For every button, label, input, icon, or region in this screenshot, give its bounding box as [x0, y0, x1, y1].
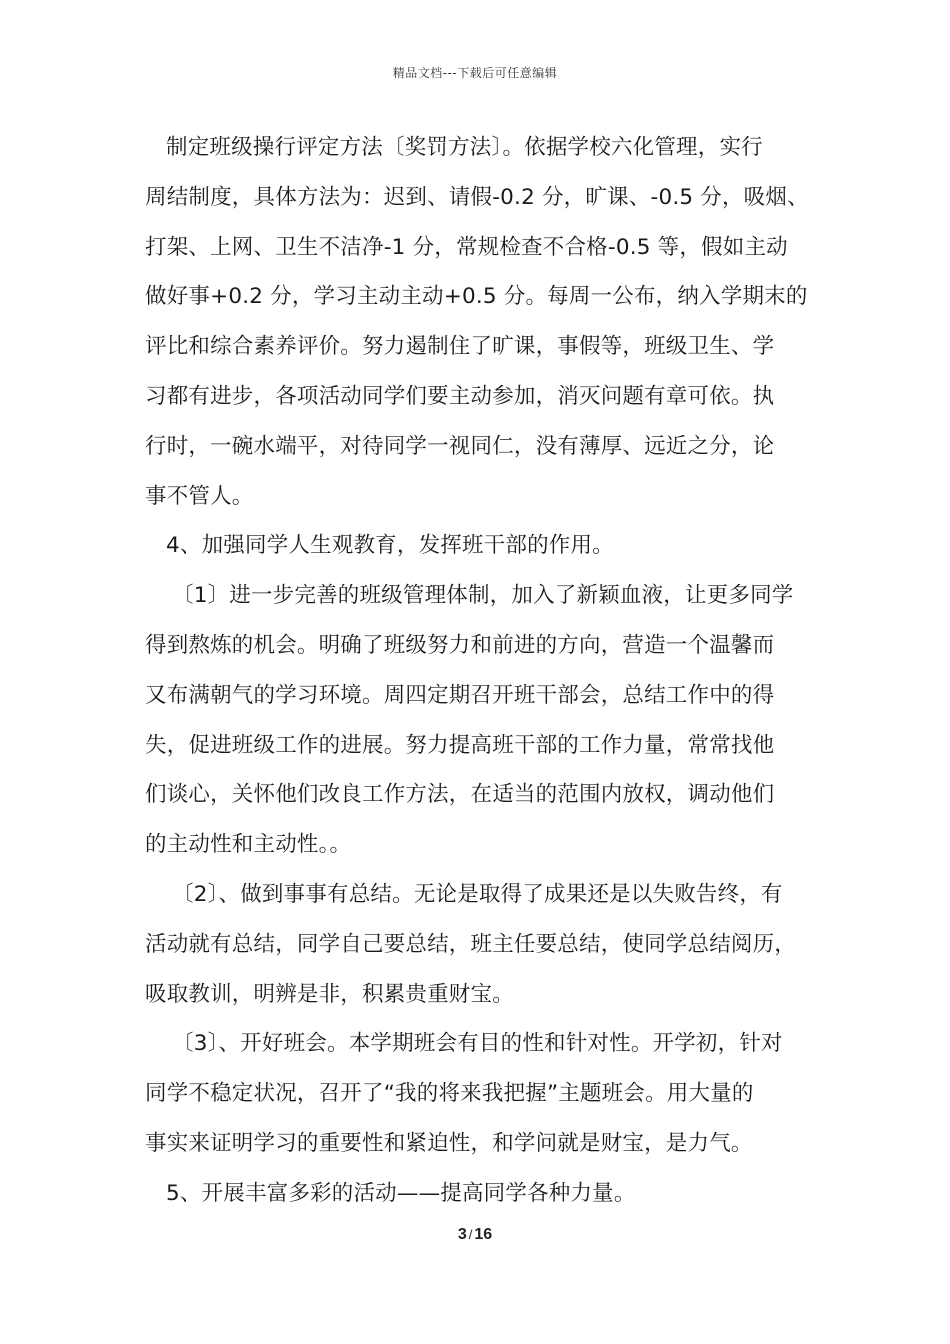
paragraph-line: 同学不稳定状况，召开了“我的将来我把握”主题班会。用大量的: [145, 1081, 754, 1107]
section-heading: 5、开展丰富多彩的活动——提高同学各种力量。: [166, 1180, 636, 1206]
paragraph-line: 事不管人。: [145, 483, 254, 509]
paragraph-line: 习都有进步，各项活动同学们要主动参加，消灭问题有章可依。执: [145, 383, 775, 409]
paragraph-line: 行时，一碗水端平，对待同学一视同仁，没有薄厚、远近之分，论: [145, 433, 775, 459]
paragraph-line: 打架、上网、卫生不洁净-1 分，常规检查不合格-0.5 等，假如主动: [145, 234, 788, 260]
paragraph-line: 〔3〕、开好班会。本学期班会有目的性和针对性。开学初，针对: [172, 1031, 783, 1057]
paragraph-line: 活动就有总结，同学自己要总结，班主任要总结，使同学总结阅历，: [145, 931, 797, 957]
paragraph-line: 〔2〕、做到事事有总结。无论是取得了成果还是以失败告终，有: [172, 881, 783, 907]
paragraph-line: 失，促进班级工作的进展。努力提高班干部的工作力量，常常找他: [145, 732, 775, 758]
paragraph-line: 制定班级操行评定方法〔奖罚方法〕。依据学校六化管理，实行: [166, 135, 763, 160]
paragraph-line: 〔1〕进一步完善的班级管理体制，加入了新颖血液，让更多同学: [172, 583, 794, 609]
current-page: 3: [457, 1226, 467, 1243]
document-header: 精品文档---下载后可任意编辑: [392, 66, 558, 80]
document-body: [145, 128, 815, 1224]
total-pages: 16: [474, 1226, 493, 1243]
paragraph-line: 又布满朝气的学习环境。周四定期召开班干部会，总结工作中的得: [145, 682, 775, 708]
page-separator: /: [468, 1227, 473, 1242]
section-heading: 4、加强同学人生观教育，发挥班干部的作用。: [166, 533, 614, 559]
paragraph-line: 周结制度，具体方法为：迟到、请假-0.2 分，旷课、-0.5 分，吸烟、: [145, 184, 809, 210]
paragraph-line: 评比和综合素养评价。努力遏制住了旷课，事假等，班级卫生、学: [145, 334, 775, 360]
paragraph-line: 吸取教训，明辨是非，积累贵重财宝。: [145, 981, 514, 1007]
page-number: [0, 1226, 950, 1244]
paragraph-line: 事实来证明学习的重要性和紧迫性，和学问就是财宝，是力气。: [145, 1130, 753, 1156]
paragraph-line: 的主动性和主动性。。: [145, 832, 352, 858]
paragraph-line: 做好事+0.2 分，学习主动主动+0.5 分。每周一公布，纳入学期末的: [145, 284, 808, 310]
paragraph-line: 得到熬炼的机会。明确了班级努力和前进的方向，营造一个温馨而: [145, 632, 775, 658]
paragraph-line: 们谈心，关怀他们改良工作方法，在适当的范围内放权，调动他们: [145, 782, 775, 808]
